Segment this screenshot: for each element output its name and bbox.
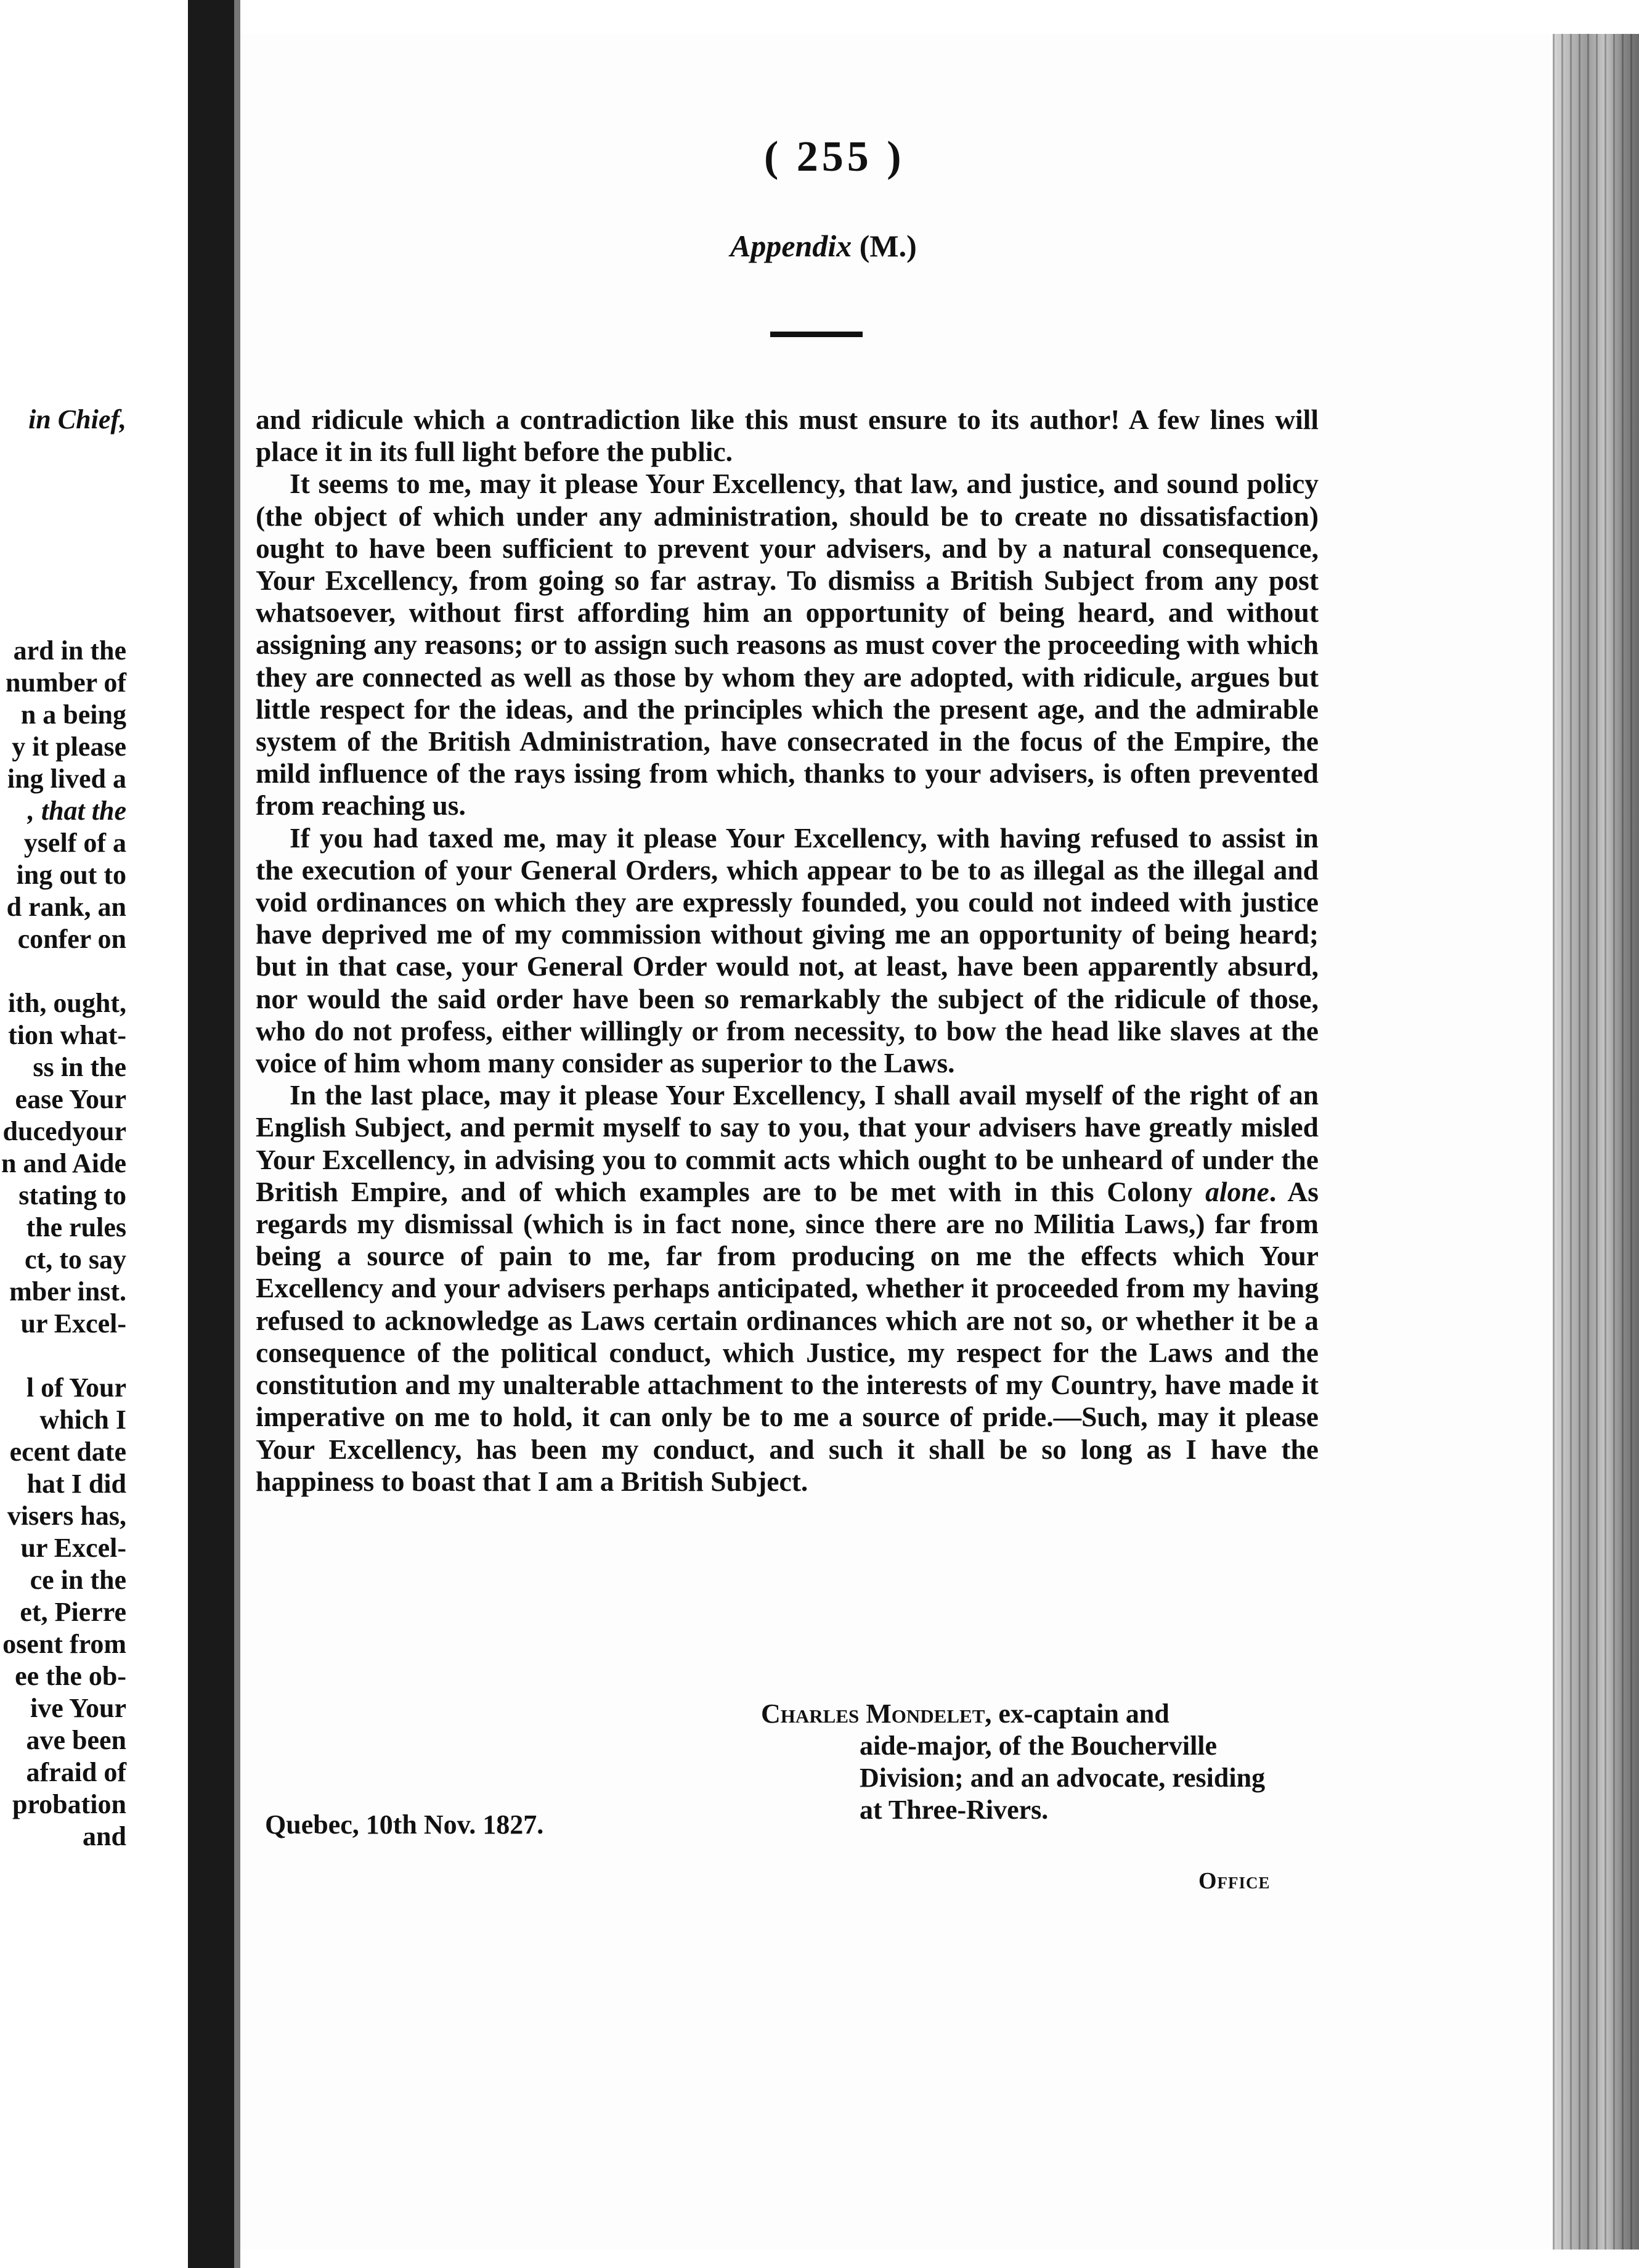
appendix-label: (M.) bbox=[859, 229, 917, 263]
left-page-line: probation bbox=[12, 1789, 126, 1819]
facing-page-fragment bbox=[0, 0, 188, 2268]
signature-block bbox=[761, 1698, 1272, 1826]
left-page-line: ur Excel- bbox=[20, 1533, 126, 1563]
catchword: Office bbox=[1198, 1868, 1271, 1894]
left-page-line: d rank, an bbox=[6, 892, 126, 922]
left-page-line: stating to bbox=[18, 1180, 126, 1210]
letter-body bbox=[256, 404, 1319, 1498]
left-page-line: ave been bbox=[26, 1725, 126, 1755]
paragraph-3: If you had taxed me, may it please Your Excellency, with having refused to assist in the execution of your General Orders, which appear to be to as illegal as the illegal and void ordinances on which they are expressly founded, you could not indeed with justice have deprived me of my commission without giving me an opportunity of being heard; but in that case, your General Order would not, at least, have been apparently absurd, nor would the said order have been so remarkably the subject of the ridicule of those, who do not profess, either willingly or from necessity, to bow the head like slaves at the voice of him whom many consider as superior to the Laws. bbox=[256, 822, 1319, 1079]
left-page-line: the rules bbox=[26, 1212, 126, 1242]
gutter-edge bbox=[234, 0, 240, 2268]
page-fore-edge bbox=[1553, 34, 1639, 2250]
paragraph-2: It seems to me, may it please Your Excellency, that law, and justice, and sound policy (the object of which under any administration, should be to create no dissatisfaction) ought to have been sufficient to prevent your advisers, and by a natural consequence, Your Excellency, from going so far astray. To dismiss a British Subject from any post whatsoever, without first affording him an opportunity of being heard, and without assigning any reasons; or to assign such reasons as must cover the proceeding with which they are connected as well as those by whom they are adopted, with ridicule, argues but little respect for the ideas, and the principles which the present age, and the admirable system of the British Administration, have consecrated in the focus of the Empire, the mild influence of the rays issing from which, thanks to your advisers, is often prevented from reaching us. bbox=[256, 468, 1319, 822]
left-page-line: which I bbox=[39, 1405, 126, 1435]
left-page-line: confer on bbox=[17, 924, 126, 954]
paragraph-1: and ridicule which a contradiction like this must ensure to its author! A few lines will place it in its full light before the public. bbox=[256, 404, 1319, 468]
paragraph-4: In the last place, may it please Your Excellency, I shall avail myself of the right of an English Subject, and permit myself to say to you, that your advisers have greatly misled Your Excellency, in advising you to commit acts which ought to be unheard of under the British Empire, and of which examples are to be met with in this Colony alone. As regards my dismissal (which is in fact none, since there are no Militia Laws,) far from being a source of pain to me, far from producing on me the effects which Your Excellency and your advisers perhaps anticipated, whether it proceeded from my having refused to acknowledge as Laws certain ordinances which are not so, or whether it be a consequence of the political conduct, which Justice, my respect for the Laws and the constitution and my unalterable attachment to the interests of my Country, have made it imperative on me to hold, it can only be to me a source of pride.—Such, may it please Your Excellency, has been my conduct, and such it shall be so long as I have the happiness to boast that I am a British Subject. bbox=[256, 1079, 1319, 1497]
left-page-line: hat I did bbox=[26, 1469, 126, 1499]
left-page-line: n a being bbox=[20, 700, 126, 730]
signatory-title-line1: ex-captain and bbox=[998, 1699, 1169, 1729]
left-page-line: ecent date bbox=[9, 1437, 126, 1467]
left-page-line: ive Your bbox=[30, 1693, 126, 1723]
left-page-line: n and Aide bbox=[1, 1148, 126, 1178]
page-number: ( 255 ) bbox=[764, 133, 905, 181]
left-page-line: ur Excel- bbox=[20, 1308, 126, 1339]
signatory-title-rest: aide-major, of the Boucherville Division; and an advocate, residing at Three-Rivers. bbox=[860, 1731, 1266, 1825]
left-page-line: et, Pierre bbox=[20, 1597, 126, 1627]
book-gutter bbox=[188, 0, 234, 2268]
left-page-line: , that the bbox=[27, 796, 126, 826]
left-page-line: l of Your bbox=[26, 1373, 126, 1403]
left-page-line: visers has, bbox=[7, 1501, 126, 1531]
left-page-line: and bbox=[83, 1821, 126, 1851]
left-page-line: number of bbox=[6, 667, 126, 698]
left-page-line: ee the ob- bbox=[15, 1661, 126, 1691]
left-page-line: ct, to say bbox=[25, 1244, 126, 1275]
left-page-line: ss in the bbox=[33, 1052, 126, 1082]
left-page-line: yself of a bbox=[23, 828, 126, 858]
left-page-line: afraid of bbox=[26, 1757, 126, 1787]
left-page-line: ith, ought, bbox=[8, 988, 126, 1018]
left-page-line: tion what- bbox=[8, 1020, 126, 1050]
left-page-line: y it please bbox=[12, 732, 126, 762]
left-page-line: ce in the bbox=[30, 1565, 126, 1595]
left-page-line: ing out to bbox=[16, 860, 126, 890]
left-page-line: ducedyour bbox=[2, 1116, 126, 1146]
appendix-title: Appendix (M.) bbox=[730, 229, 917, 263]
left-page-line: ard in the bbox=[13, 635, 126, 666]
left-page-line: ease Your bbox=[15, 1084, 126, 1114]
left-page-line: osent from bbox=[2, 1629, 126, 1659]
title-rule bbox=[770, 332, 863, 337]
left-page-line: mber inst. bbox=[9, 1276, 126, 1307]
left-page-line: in Chief, bbox=[28, 404, 126, 434]
left-page-line: ing lived a bbox=[7, 764, 126, 794]
place-date-line: Quebec, 10th Nov. 1827. bbox=[265, 1809, 544, 1840]
signatory-name: Charles Mondelet, bbox=[761, 1699, 992, 1729]
